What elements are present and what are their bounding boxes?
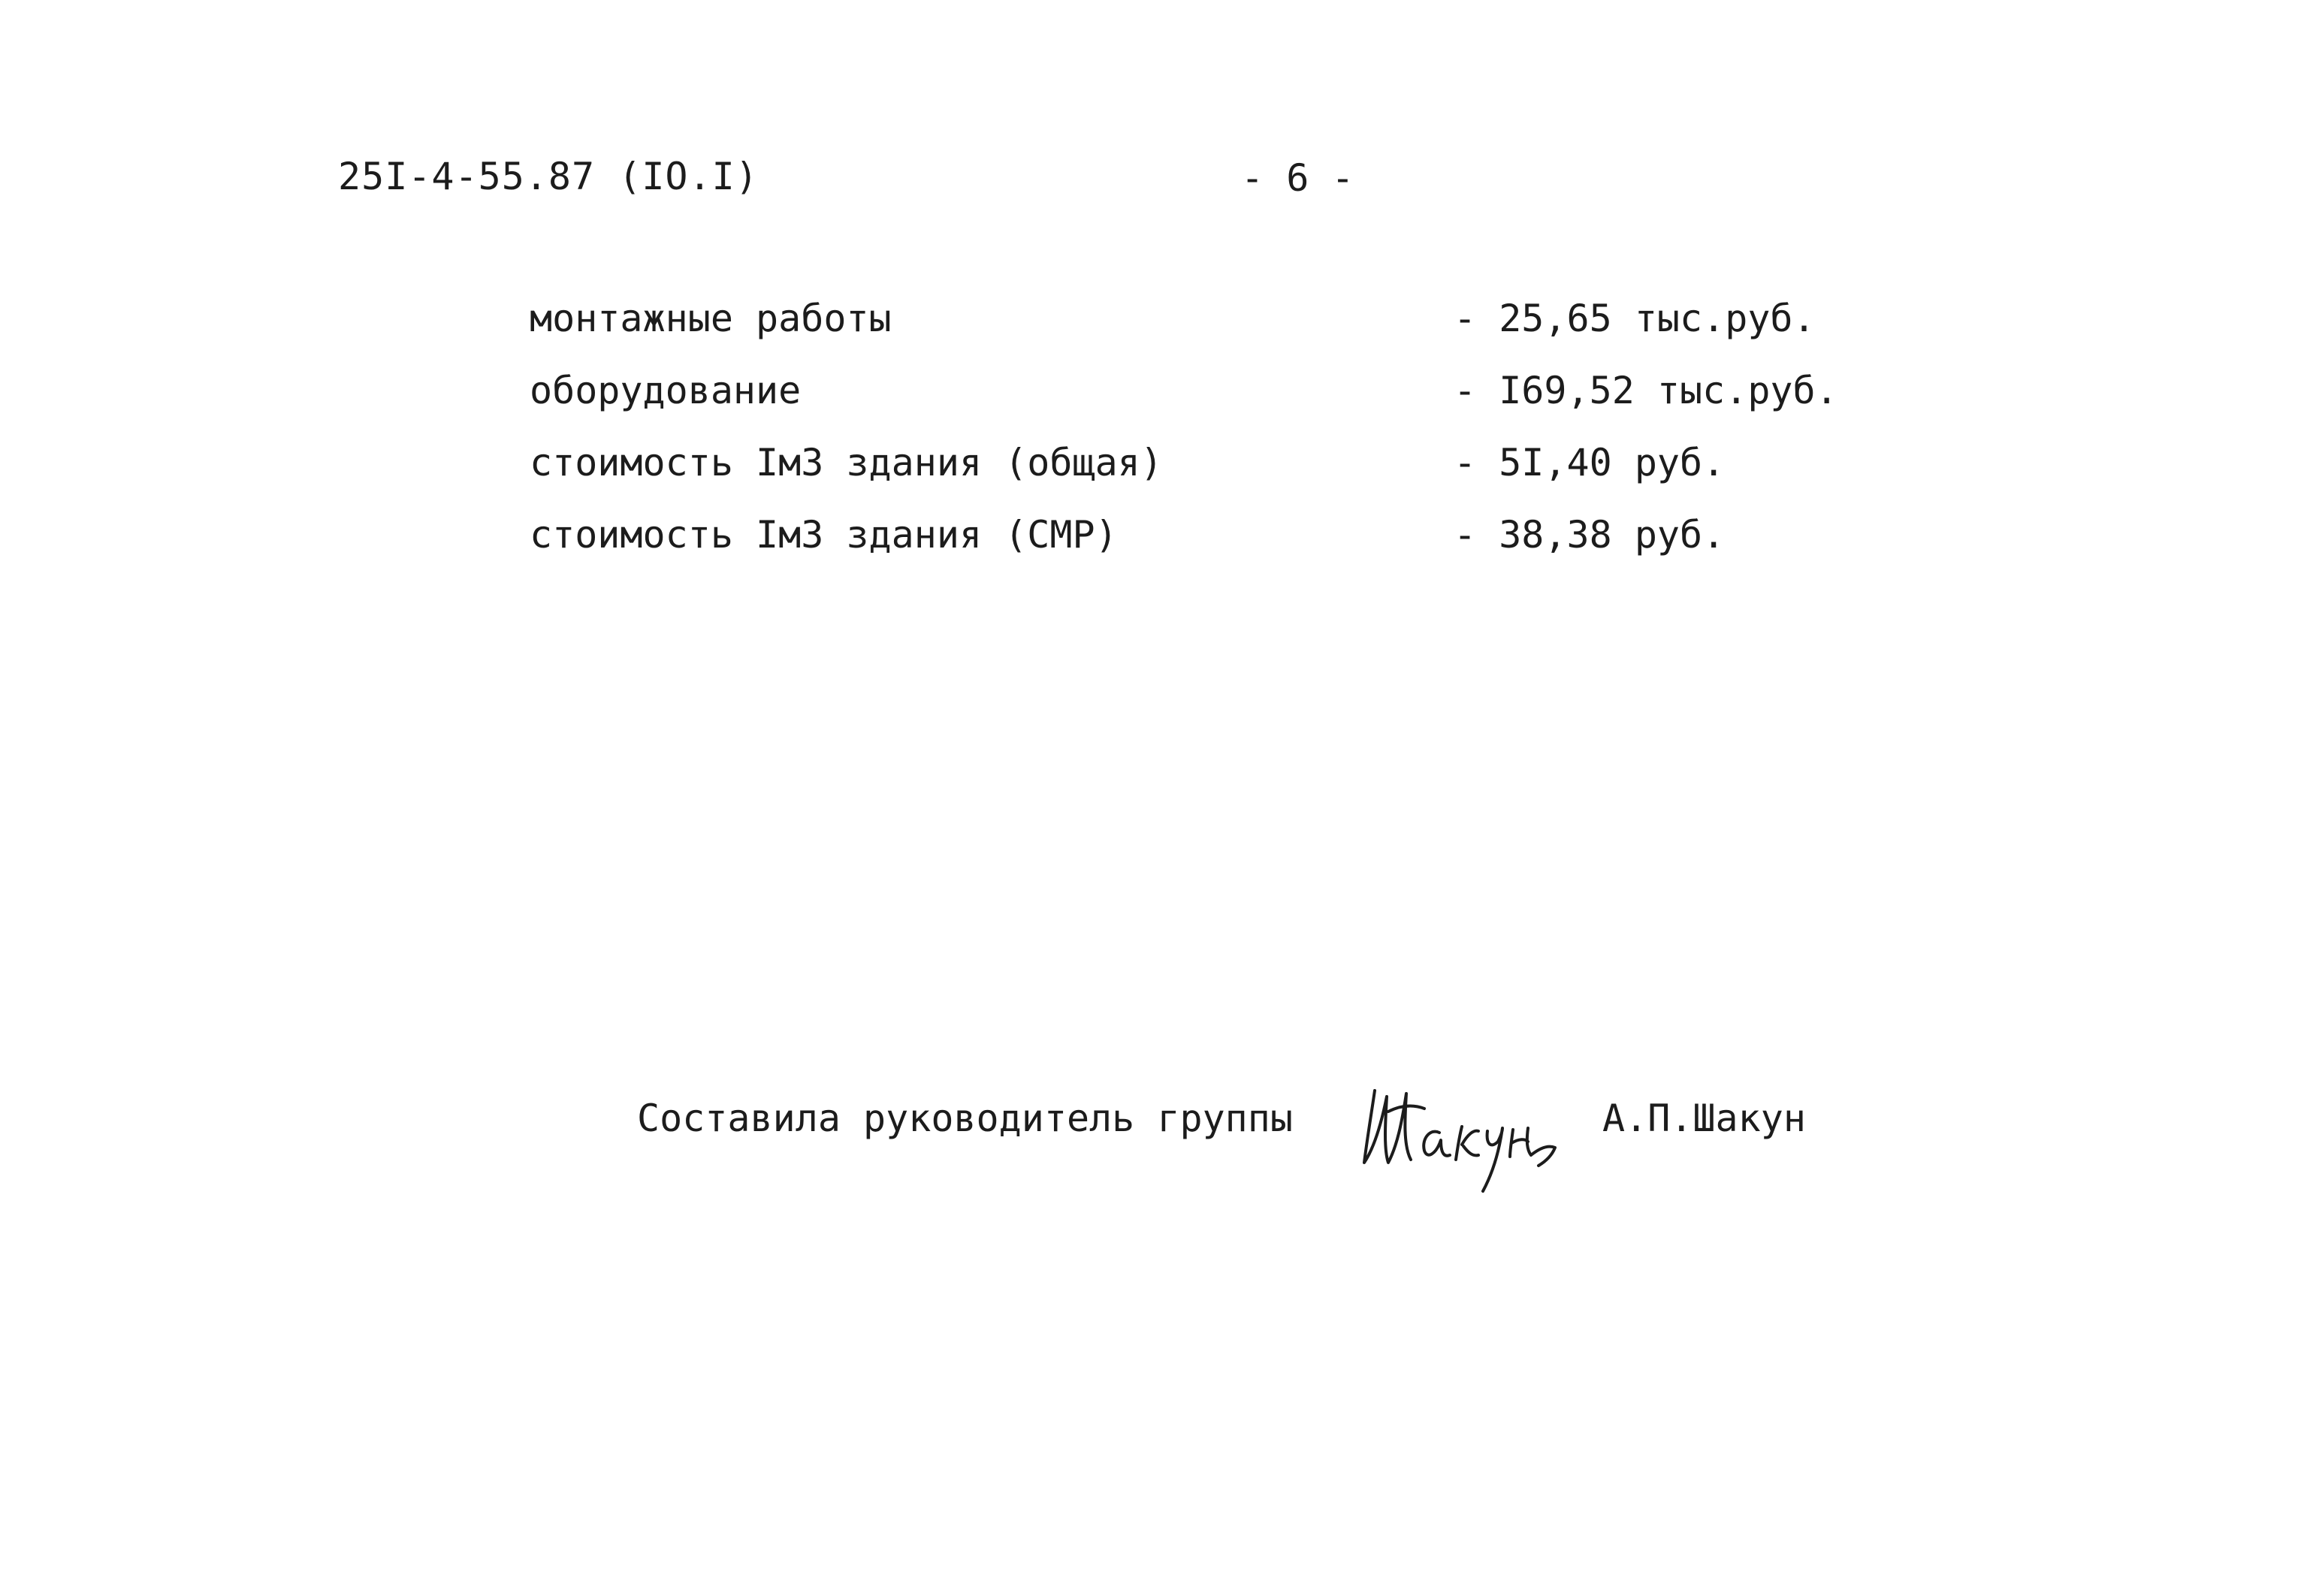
signer-name: А.П.Шакун bbox=[1602, 1097, 1806, 1140]
page-number: - 6 - bbox=[1241, 156, 1354, 200]
cost-row bbox=[530, 369, 1852, 441]
cost-label: монтажные работы bbox=[530, 297, 892, 340]
cost-value: - I69,52 тыс.руб. bbox=[1454, 369, 1838, 412]
cost-value: - 25,65 тыс.руб. bbox=[1454, 297, 1816, 340]
cost-label: стоимость Iм3 здания (СМР) bbox=[530, 513, 1118, 557]
cost-row bbox=[530, 297, 1852, 369]
cost-value: - 5I,40 руб. bbox=[1454, 441, 1726, 484]
cost-list bbox=[530, 297, 1852, 585]
cost-row bbox=[530, 513, 1852, 585]
cost-row bbox=[530, 441, 1852, 513]
cost-label: оборудование bbox=[530, 369, 802, 412]
cost-value: - 38,38 руб. bbox=[1454, 513, 1726, 557]
handwritten-signature bbox=[1358, 1067, 1584, 1194]
cost-label: стоимость Iм3 здания (общая) bbox=[530, 441, 1163, 484]
signature-block bbox=[637, 1067, 1839, 1202]
compiler-label: Составила руководитель группы bbox=[637, 1097, 1293, 1140]
document-code: 25I-4-55.87 (IO.I) bbox=[338, 155, 759, 198]
